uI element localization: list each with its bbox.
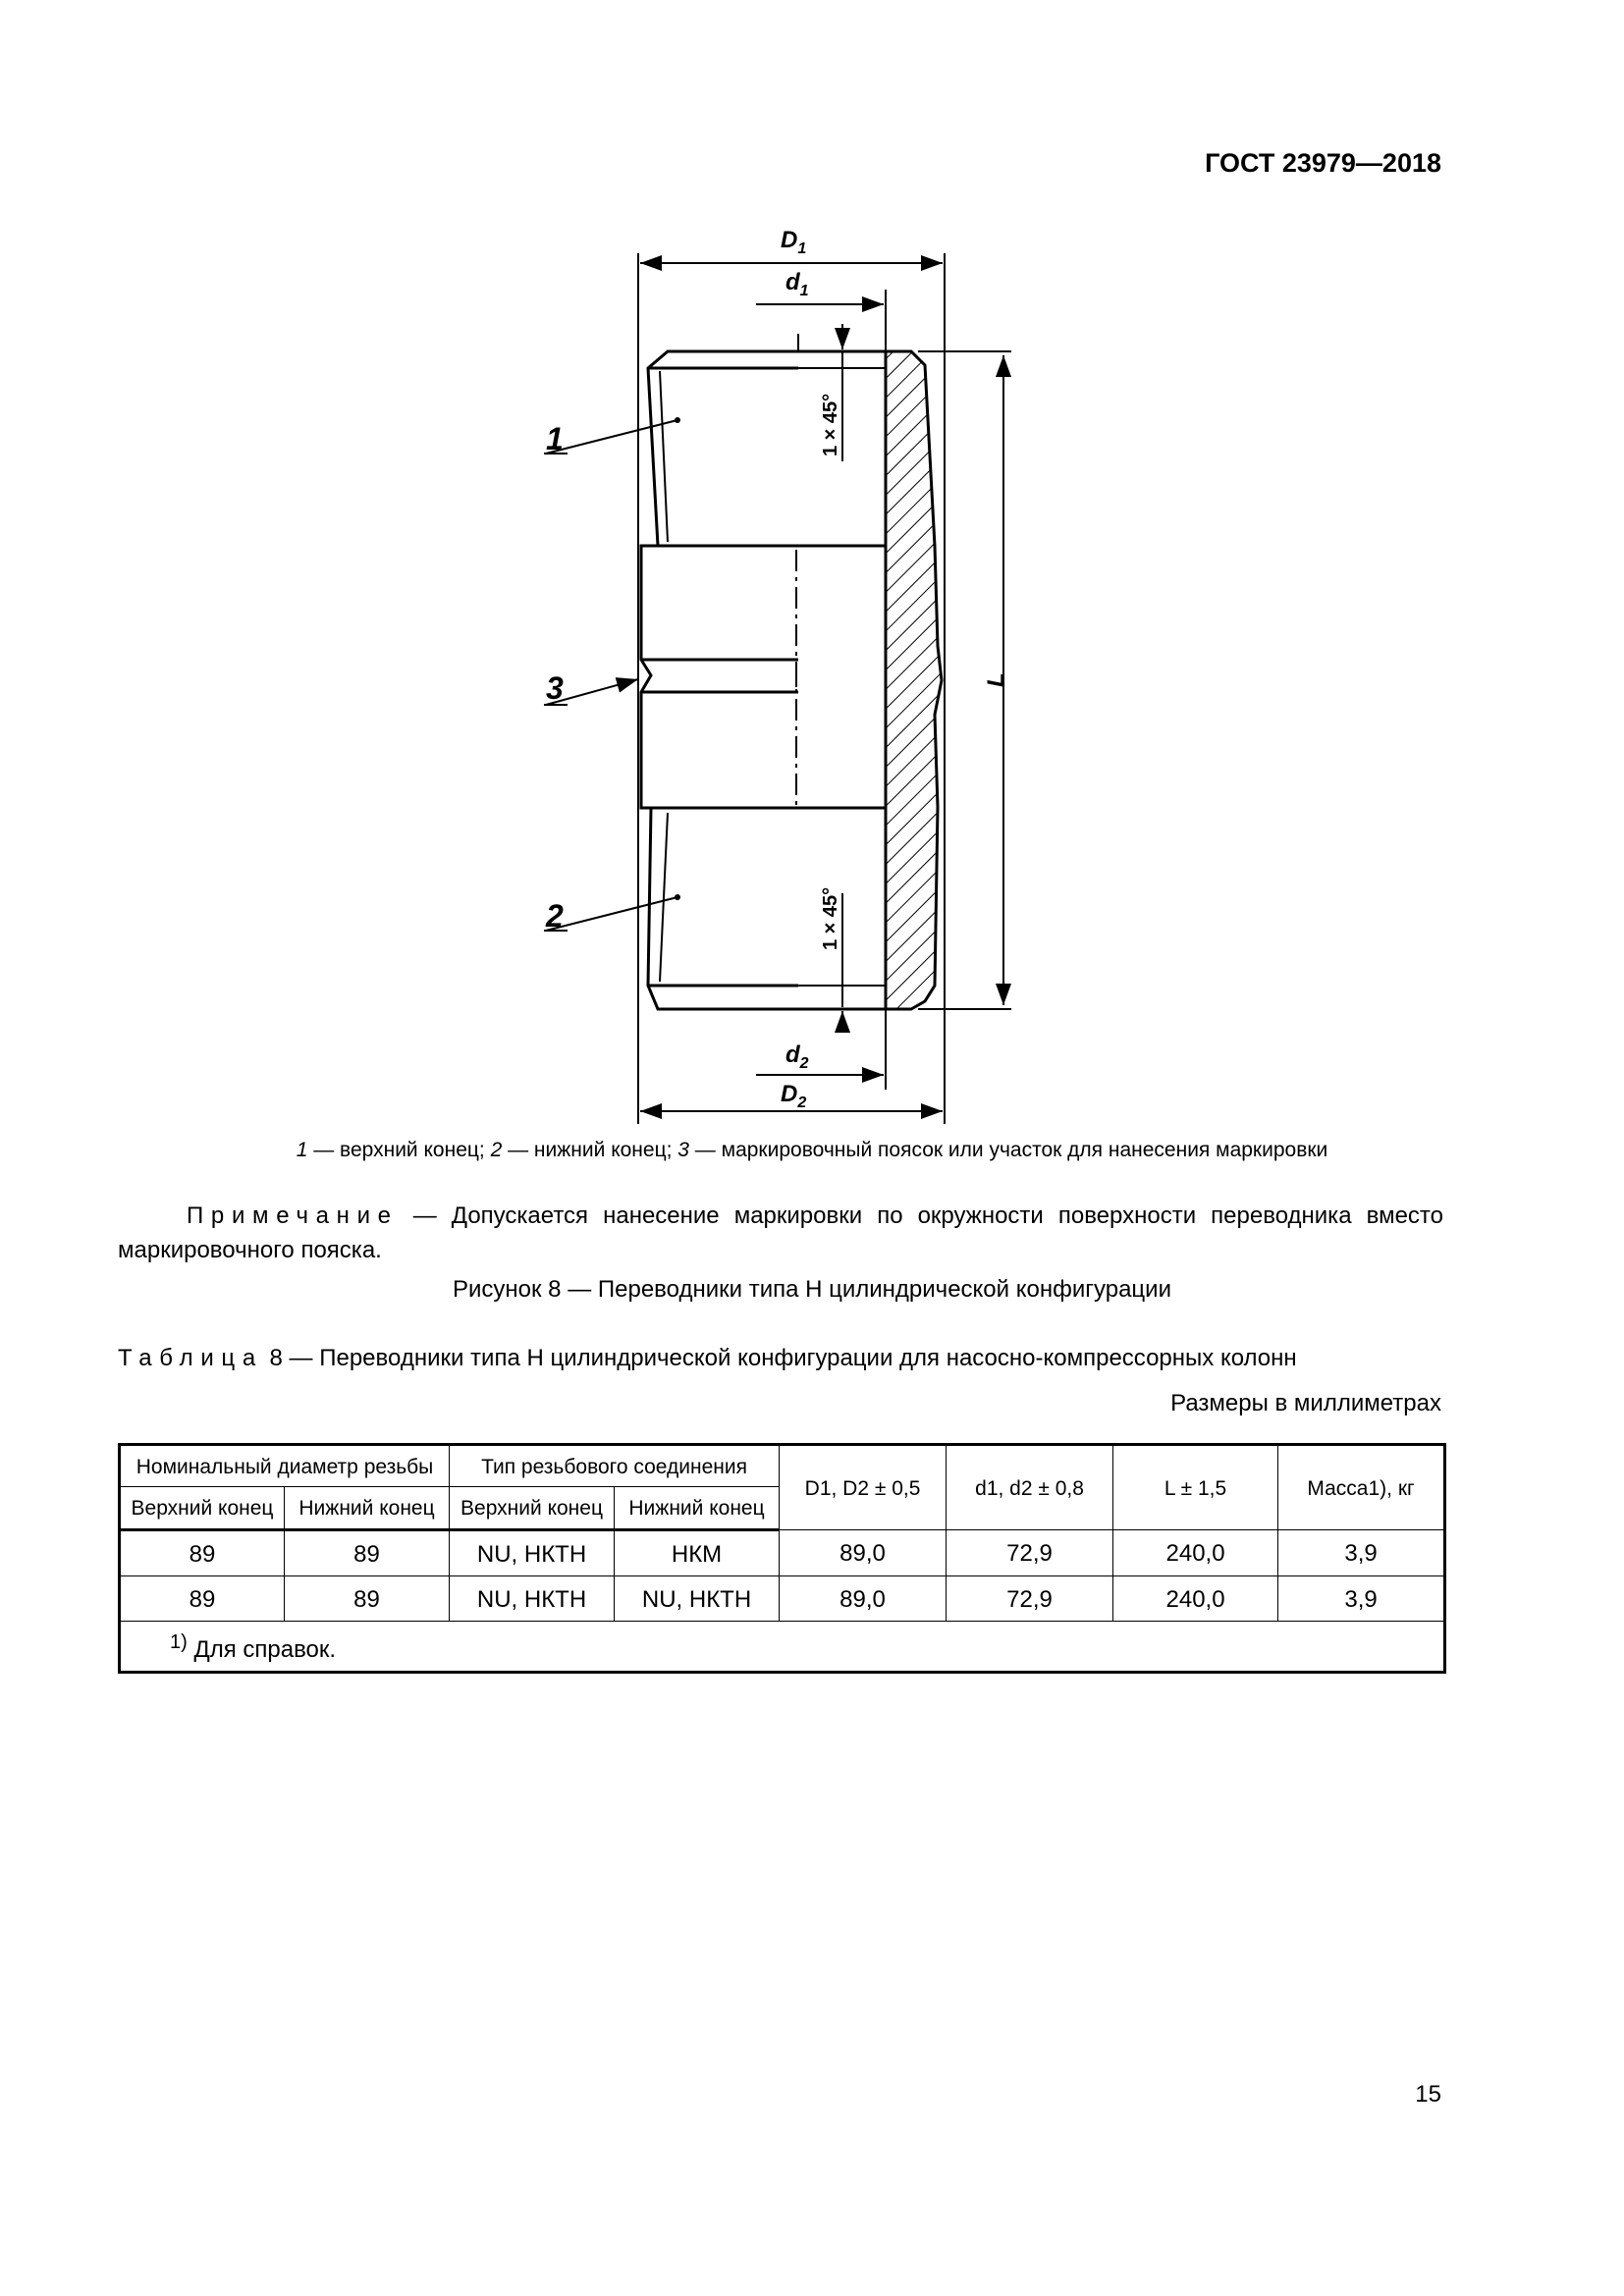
data-table bbox=[118, 1443, 1446, 1674]
table-cell: 3,9 bbox=[1278, 1529, 1445, 1575]
table-cell: 89 bbox=[285, 1529, 450, 1575]
header-L: L ± 1,5 bbox=[1113, 1445, 1278, 1530]
table-row bbox=[120, 1575, 1445, 1621]
table-cell: 89,0 bbox=[780, 1575, 947, 1621]
subheader-upper-end: Верхний конец bbox=[120, 1487, 285, 1529]
hatched-section bbox=[886, 351, 942, 1009]
dim-label-L: L bbox=[983, 672, 1009, 687]
chamfer-label-top: 1 × 45° bbox=[820, 393, 841, 456]
table-cell: 240,0 bbox=[1113, 1529, 1278, 1575]
table-cell: 89 bbox=[120, 1575, 285, 1621]
page-number: 15 bbox=[1415, 2081, 1441, 2108]
figure-legend: 1 — верхний конец; 2 — нижний конец; 3 — маркировочный поясок или участок для нанесения маркировки bbox=[296, 1139, 1328, 1161]
table-cell: 89 bbox=[120, 1529, 285, 1575]
table-cell: 89,0 bbox=[780, 1529, 947, 1575]
header-d: d1, d2 ± 0,8 bbox=[947, 1445, 1113, 1530]
table-row bbox=[120, 1529, 1445, 1575]
dim-label-d2: $d_2$ bbox=[785, 1041, 809, 1072]
table-cell: NU, НКТН bbox=[450, 1529, 615, 1575]
callout-2: 2 bbox=[546, 898, 564, 934]
header-mass: Масса1), кг bbox=[1278, 1445, 1445, 1530]
table-cell: 72,9 bbox=[947, 1575, 1113, 1621]
table-cell: NU, НКТН bbox=[615, 1575, 780, 1621]
dim-label-d1: $d_1$ bbox=[785, 269, 809, 299]
note-text: — Допускается нанесение маркировки по окружности поверхности переводника вместо маркировочного пояска. bbox=[118, 1202, 1443, 1263]
header-thread-type: Тип резьбового соединения bbox=[450, 1445, 780, 1487]
table-title-text: 8 — Переводники типа Н цилиндрической конфигурации для насосно-компрессорных колонн bbox=[262, 1345, 1297, 1371]
table-footnote: $^{1)}$ Для справок. bbox=[120, 1621, 1445, 1672]
subheader-upper-end: Верхний конец bbox=[450, 1487, 615, 1529]
callout-3: 3 bbox=[546, 670, 564, 706]
table-cell: 89 bbox=[285, 1575, 450, 1621]
table-label: Таблица bbox=[118, 1345, 263, 1371]
table-cell: NU, НКТН bbox=[450, 1575, 615, 1621]
header-nominal-diameter: Номинальный диаметр резьбы bbox=[120, 1445, 450, 1487]
callout-1: 1 bbox=[546, 421, 564, 456]
dim-label-D2: $D_2$ bbox=[781, 1081, 807, 1111]
table-title bbox=[118, 1345, 1297, 1372]
document-header: ГОСТ 23979—2018 bbox=[1205, 148, 1441, 178]
table-cell: 240,0 bbox=[1113, 1575, 1278, 1621]
figure-title: Рисунок 8 — Переводники типа Н цилиндрической конфигурации bbox=[453, 1276, 1171, 1303]
figure-note bbox=[118, 1200, 1443, 1268]
note-label: Примечание bbox=[187, 1202, 399, 1229]
table-cell: 72,9 bbox=[947, 1529, 1113, 1575]
table-cell: НКМ bbox=[615, 1529, 780, 1575]
dim-label-D1: $D_1$ bbox=[781, 227, 807, 257]
header-D: D1, D2 ± 0,5 bbox=[780, 1445, 947, 1530]
chamfer-label-bottom: 1 × 45° bbox=[820, 886, 841, 950]
table-units: Размеры в миллиметрах bbox=[1170, 1390, 1441, 1416]
table-cell: 3,9 bbox=[1278, 1575, 1445, 1621]
figure-drawing bbox=[0, 0, 1624, 1139]
subheader-lower-end: Нижний конец bbox=[615, 1487, 780, 1529]
subheader-lower-end: Нижний конец bbox=[285, 1487, 450, 1529]
body-outline bbox=[641, 351, 886, 1009]
